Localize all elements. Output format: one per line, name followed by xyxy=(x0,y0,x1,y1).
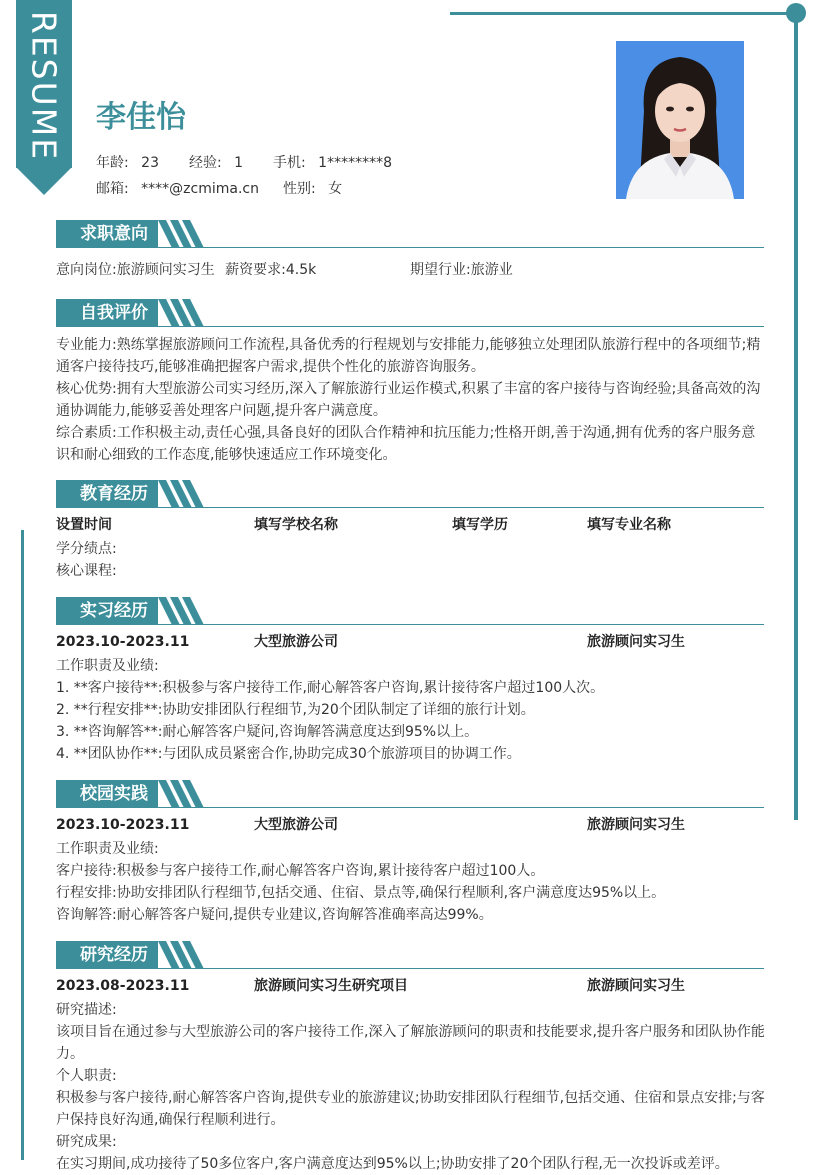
gender-value: 女 xyxy=(328,181,343,197)
resume-banner-label: RESUME xyxy=(24,10,64,162)
internship-date: 2023.10-2023.11 xyxy=(56,634,190,650)
resume-banner-arrow xyxy=(16,167,72,195)
campus-row xyxy=(56,814,766,836)
section-title-campus: 校园实践 xyxy=(56,780,158,808)
section-title-research: 研究经历 xyxy=(56,941,158,969)
age-label: 年龄: xyxy=(96,155,129,171)
phone-label: 手机: xyxy=(273,155,306,171)
gender-label: 性别: xyxy=(283,181,316,197)
internship-duties-label: 工作职责及业绩: xyxy=(56,658,159,674)
campus-details xyxy=(56,838,766,926)
education-gpa: 学分绩点: xyxy=(56,541,117,557)
self-eval-paragraph: 核心优势:拥有大型旅游公司实习经历,深入了解旅游行业运作模式,积累了丰富的客户接待与咨询经验;具备高效的沟通协调能力,能够妥善处理客户问题,提升客户满意度。 xyxy=(56,381,761,419)
research-duty-label: 个人职责: xyxy=(56,1068,117,1084)
section-rule xyxy=(56,624,764,625)
list-item: 2. **行程安排**:协助安排团队行程细节,为20个团队制定了详细的旅行计划。 xyxy=(56,702,535,718)
list-item: 1. **客户接待**:积极参与客户接待工作,耐心解答客户咨询,累计接待客户超过100人次。 xyxy=(56,680,605,696)
research-row xyxy=(56,975,766,997)
section-header-campus xyxy=(56,780,764,810)
internship-row xyxy=(56,631,766,653)
section-rule xyxy=(56,968,764,969)
candidate-name: 李佳怡 xyxy=(96,100,186,135)
internship-company: 大型旅游公司 xyxy=(254,634,338,650)
section-title-internship: 实习经历 xyxy=(56,597,158,625)
list-item: 行程安排:协助安排团队行程细节,包括交通、住宿、景点等,确保行程顺利,客户满意度达95%以上。 xyxy=(56,885,666,901)
section-rule xyxy=(56,507,764,508)
stripes-decoration xyxy=(158,220,208,248)
email-field xyxy=(96,178,259,198)
research-role: 旅游顾问实习生 xyxy=(587,978,685,994)
experience-value: 1 xyxy=(234,155,244,171)
left-accent-line xyxy=(21,530,24,1160)
section-rule xyxy=(56,326,764,327)
list-item: 4. **团队协作**:与团队成员紧密合作,协助完成30个旅游项目的协调工作。 xyxy=(56,746,521,762)
section-header-intent xyxy=(56,220,764,250)
stripes-decoration xyxy=(158,780,208,808)
education-degree: 填写学历 xyxy=(452,517,508,533)
phone-value: 1********8 xyxy=(318,155,392,171)
age-field xyxy=(96,152,159,172)
stripes-decoration xyxy=(158,299,208,327)
education-details xyxy=(56,538,766,582)
campus-date: 2023.10-2023.11 xyxy=(56,817,190,833)
gender-field xyxy=(283,178,342,198)
research-details xyxy=(56,999,766,1175)
education-courses: 核心课程: xyxy=(56,563,117,579)
section-header-research xyxy=(56,941,764,971)
internship-details xyxy=(56,655,766,765)
education-school: 填写学校名称 xyxy=(254,517,338,533)
education-row xyxy=(56,514,766,536)
education-major: 填写专业名称 xyxy=(587,517,671,533)
stripes-decoration xyxy=(158,480,208,508)
stripes-decoration xyxy=(158,597,208,625)
section-rule xyxy=(56,807,764,808)
internship-role: 旅游顾问实习生 xyxy=(587,634,685,650)
age-value: 23 xyxy=(141,155,159,171)
section-header-self-eval xyxy=(56,299,764,329)
research-desc: 该项目旨在通过参与大型旅游公司的客户接待工作,深入了解旅游顾问的职责和技能要求,提升客户服务和团队协作能力。 xyxy=(56,1024,765,1062)
intent-row xyxy=(56,259,766,281)
section-header-internship xyxy=(56,597,764,627)
section-rule xyxy=(56,247,764,248)
experience-label: 经验: xyxy=(189,155,222,171)
section-header-education xyxy=(56,480,764,510)
section-title-self-eval: 自我评价 xyxy=(56,299,158,327)
experience-field xyxy=(189,152,243,172)
intent-industry: 期望行业:旅游业 xyxy=(410,262,513,278)
campus-company: 大型旅游公司 xyxy=(254,817,338,833)
education-time: 设置时间 xyxy=(56,517,112,533)
intent-salary: 薪资要求:4.5k xyxy=(225,262,317,278)
research-result-label: 研究成果: xyxy=(56,1134,117,1150)
self-eval-paragraph: 综合素质:工作积极主动,责任心强,具备良好的团队合作精神和抗压能力;性格开朗,善于沟通,拥有优秀的客户服务意识和耐心细致的工作态度,能够快速适应工作环境变化。 xyxy=(56,425,756,463)
intent-position: 意向岗位:旅游顾问实习生 xyxy=(56,262,215,278)
top-accent-line xyxy=(450,12,796,15)
section-title-intent: 求职意向 xyxy=(56,220,158,248)
campus-role: 旅游顾问实习生 xyxy=(587,817,685,833)
list-item: 咨询解答:耐心解答客户疑问,提供专业建议,咨询解答准确率高达99%。 xyxy=(56,907,493,923)
research-desc-label: 研究描述: xyxy=(56,1002,117,1018)
profile-photo xyxy=(616,41,744,199)
email-label: 邮箱: xyxy=(96,181,129,197)
research-project: 旅游顾问实习生研究项目 xyxy=(254,978,408,994)
list-item: 客户接待:积极参与客户接待工作,耐心解答客户咨询,累计接待客户超过100人。 xyxy=(56,863,545,879)
email-value: ****@zcmima.cn xyxy=(141,181,259,197)
research-date: 2023.08-2023.11 xyxy=(56,978,190,994)
research-duty: 积极参与客户接待,耐心解答客户咨询,提供专业的旅游建议;协助安排团队行程细节,包括交通、住宿和景点安排;与客户保持良好沟通,确保行程顺利进行。 xyxy=(56,1090,765,1128)
right-accent-line xyxy=(794,12,798,820)
campus-duties-label: 工作职责及业绩: xyxy=(56,841,159,857)
self-eval-body xyxy=(56,334,766,466)
stripes-decoration xyxy=(158,941,208,969)
research-result: 在实习期间,成功接待了50多位客户,客户满意度达到95%以上;协助安排了20个团队行程,无一次投诉或差评。 xyxy=(56,1156,729,1172)
self-eval-paragraph: 专业能力:熟练掌握旅游顾问工作流程,具备优秀的行程规划与安排能力,能够独立处理团队旅游行程中的各项细节;精通客户接待技巧,能够准确把握客户需求,提供个性化的旅游咨询服务。 xyxy=(56,337,761,375)
phone-field xyxy=(273,152,392,172)
list-item: 3. **咨询解答**:耐心解答客户疑问,咨询解答满意度达到95%以上。 xyxy=(56,724,479,740)
section-title-education: 教育经历 xyxy=(56,480,158,508)
